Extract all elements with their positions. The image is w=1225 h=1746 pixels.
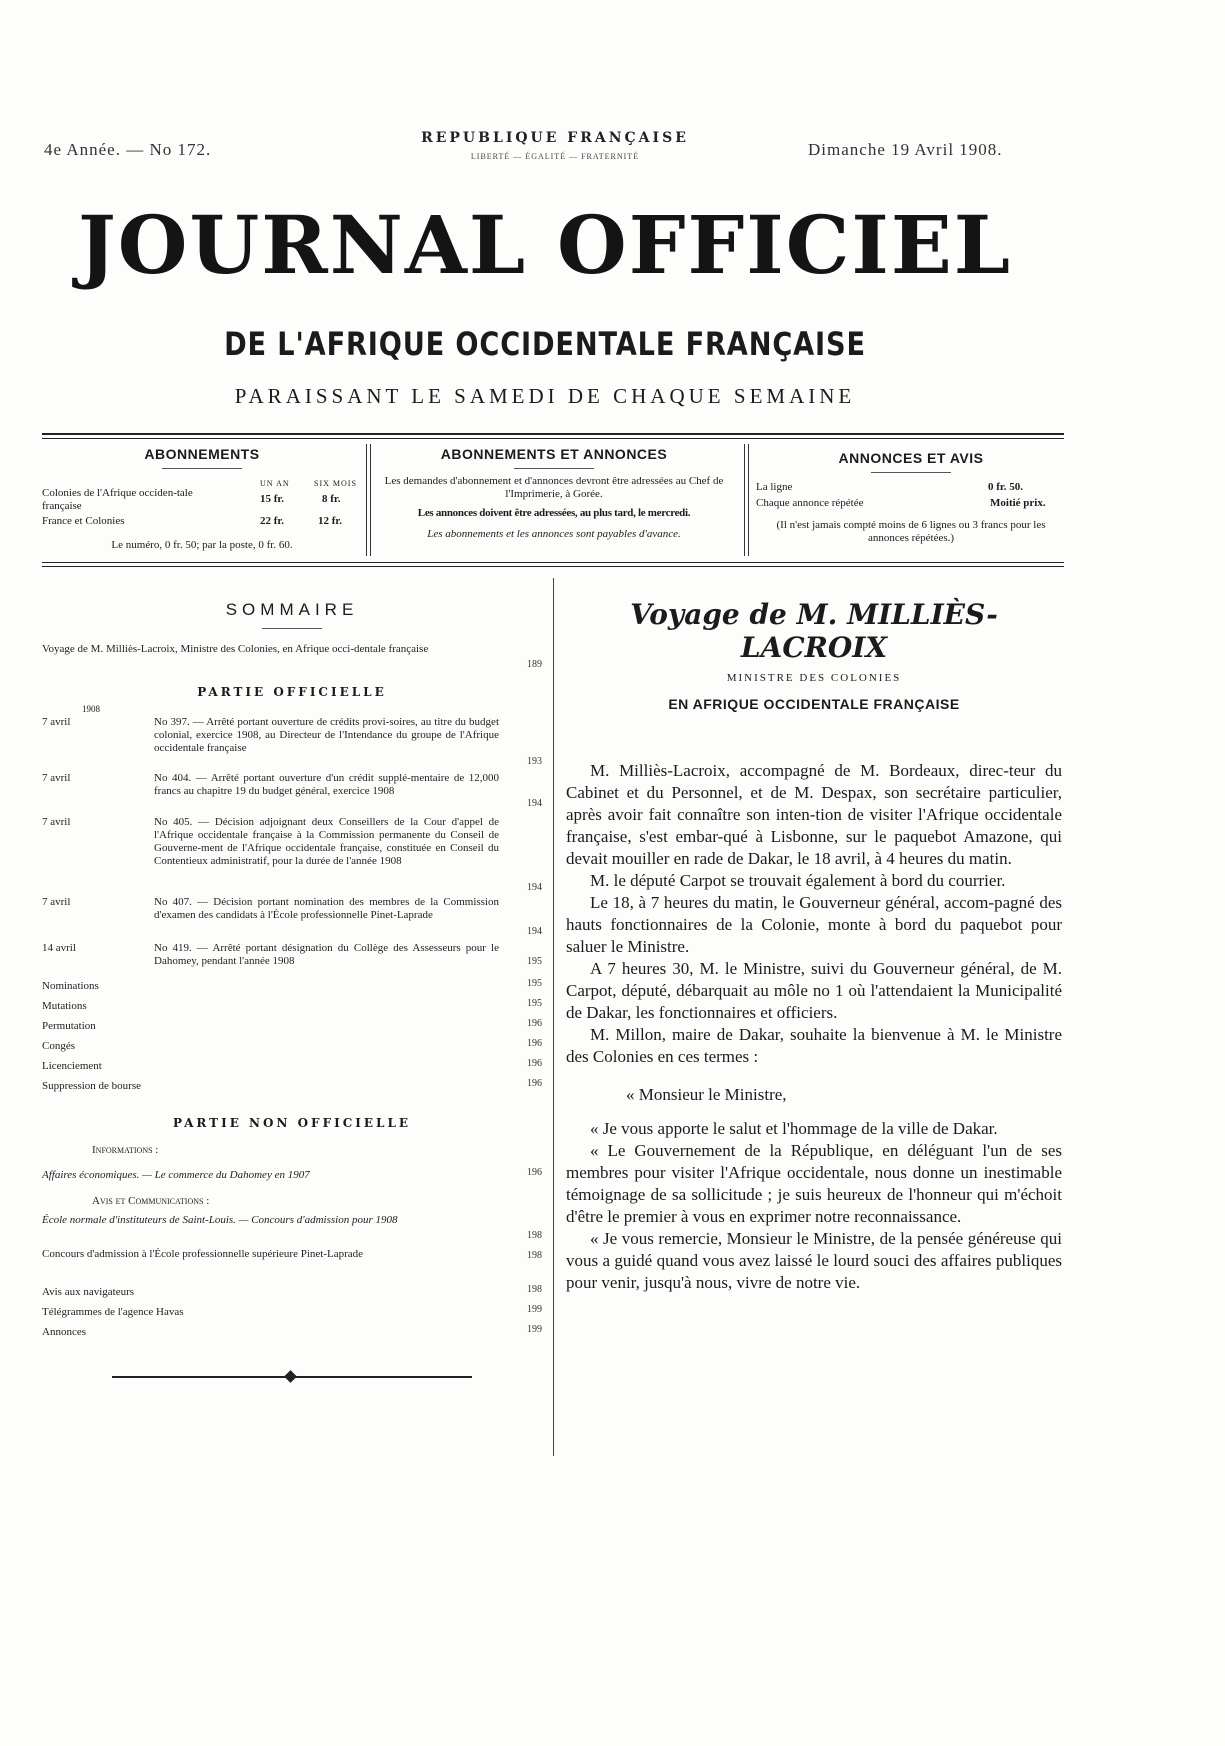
masthead-tagline: PARAISSANT LE SAMEDI DE CHAQUE SEMAINE [234, 384, 856, 408]
article-salutation: « Monsieur le Ministre, [626, 1085, 787, 1104]
sommaire-intro: Voyage de M. Milliès-Lacroix, Ministre des Colonies, en Afrique occi-dentale française [42, 643, 429, 655]
partie-officielle-heading: PARTIE OFFICIELLE [197, 685, 387, 699]
nonoff-row [42, 1302, 542, 1322]
article-paragraph: M. Milliès-Lacroix, accompagné de M. Bordeaux, direc-teur du Cabinet et du Personnel, et de M. Despax, son secrétaire particulier, après avoir fait connaître son inten-tion de visiter l'Afrique occidentale française, s'est embar-qué à Lisbonne, sur le paquebot Amazone, qui devait mouiller en rade de Dakar, le 18 avril, à 4 heures du matin. [566, 761, 1062, 868]
page-number: 198 [527, 1230, 542, 1241]
affaires-text: Affaires économiques. — Le commerce du Dahomey en 1907 [42, 1169, 310, 1181]
repetee-value: Moitié prix. [990, 497, 1046, 509]
abonnements-annonces-title: ABONNEMENTS ET ANNONCES [440, 446, 668, 462]
sommaire-entry [42, 772, 542, 816]
article-paragraph: M. Millon, maire de Dakar, souhaite la bienvenue à M. le Ministre des Colonies en ces termes : [566, 1025, 1062, 1066]
article-quote: « Je vous apporte le salut et l'hommage de la ville de Dakar. [590, 1119, 998, 1138]
ornament-diamond-icon [284, 1370, 297, 1383]
misc-text: Nominations [42, 980, 99, 992]
ligne-value: 0 fr. 50. [988, 481, 1024, 493]
top-double-rule [42, 433, 1064, 435]
misc-row [42, 1036, 542, 1056]
demandes-text: Les demandes d'abonnement et d'annonces devront être adressées au Chef de l'Imprimerie, à Gorée. [384, 475, 724, 500]
masthead-title: JOURNAL OFFICIEL [77, 198, 1013, 292]
article-section [566, 598, 1062, 1294]
sommaire-entry [42, 716, 542, 772]
annonces-note: (Il n'est jamais compté moins de 6 lignes ou 3 francs pour les annonces répétées.) [776, 519, 1046, 544]
misc-text: Mutations [42, 1000, 87, 1012]
misc-text: Permutation [42, 1020, 96, 1032]
sommaire-entry [42, 896, 542, 942]
misc-text: Congés [42, 1040, 75, 1052]
misc-row [42, 1016, 542, 1036]
annonces-avis-title: ANNONCES ET AVIS [838, 450, 984, 466]
page-number: 194 [527, 882, 542, 893]
page-number: 195 [527, 978, 542, 989]
page-number: 199 [527, 1324, 542, 1335]
misc-row [42, 1076, 542, 1096]
article-body [566, 760, 1062, 1294]
sommaire-misc [42, 976, 542, 1096]
entry-date: 14 avril [42, 942, 76, 954]
page-number: 195 [527, 998, 542, 1009]
ligne-label: La ligne [756, 481, 793, 493]
row-colonies-label: Colonies de l'Afrique occiden-tale française [42, 487, 193, 512]
delai-text: Les annonces doivent être adressées, au plus tard, le mercredi. [417, 507, 691, 519]
page-number: 199 [527, 1304, 542, 1315]
page-number: 198 [527, 1284, 542, 1295]
abonnements-annonces-box [378, 446, 730, 541]
entry-date: 7 avril [42, 716, 71, 728]
repetee-label: Chaque annonce répétée [756, 497, 864, 509]
box-rule [514, 468, 594, 469]
box-separator [366, 444, 371, 556]
article-title: Voyage de M. MILLIÈS-LACROIX [630, 598, 998, 664]
sommaire-entries [42, 716, 542, 976]
misc-row [42, 996, 542, 1016]
column-divider [553, 578, 554, 1456]
abonnements-box [42, 446, 362, 552]
page-number: 189 [527, 659, 542, 670]
box-rule [871, 472, 951, 473]
republique-label: REPUBLIQUE FRANÇAISE [421, 130, 689, 146]
top-double-rule-2 [42, 438, 1064, 439]
page-number: 194 [527, 926, 542, 937]
box-rule [162, 468, 242, 469]
article-quote: « Le Gouvernement de la République, en déléguant l'un de ses membres pour visiter l'Afrique occidentale, nous donne un inestimable témoignage de sa sollicitude ; je suis heureux de l'honneur qui m'échoit d'être le premier à vous en exprimer notre reconnaissance. [566, 1141, 1062, 1226]
sommaire-year: 1908 [82, 704, 100, 714]
box-separator [744, 444, 749, 556]
page-number: 195 [527, 956, 542, 967]
page-number: 193 [527, 756, 542, 767]
masthead-subtitle: DE L'AFRIQUE OCCIDENTALE FRANÇAISE [224, 325, 866, 363]
misc-text: Licenciement [42, 1060, 102, 1072]
page-number: 196 [527, 1058, 542, 1069]
nonoff-text: Concours d'admission à l'École professionnelle supérieure Pinet-Laprade [42, 1248, 364, 1260]
nonoff-row [42, 1322, 542, 1342]
article-paragraph: Le 18, à 7 heures du matin, le Gouverneur général, accom-pagné des hauts fonctionnaires de la Colonie, monte à bord du paquebot pour saluer le Ministre. [566, 893, 1062, 956]
nonoff-row [42, 1248, 542, 1282]
end-ornament [112, 1372, 472, 1382]
sommaire-title: SOMMAIRE [225, 600, 359, 619]
entry-date: 7 avril [42, 816, 71, 828]
devise-label: LIBERTÉ — ÉGALITÉ — FRATERNITÉ [470, 152, 640, 161]
entry-text: No 405. — Décision adjoignant deux Conseillers de la Cour d'appel de l'Afrique occidentale française à la Commission permanente du Conseil de Gouverne-ment de l'Afrique occidentale française, constituée en Conseil du Contentieux administratif, pour la durée de l'année 1908 [154, 816, 499, 867]
partie-non-officielle-heading: PARTIE NON OFFICIELLE [172, 1116, 412, 1130]
article-paragraph: M. le député Carpot se trouvait également à bord du courrier. [590, 871, 1006, 890]
page-number: 196 [527, 1078, 542, 1089]
row-colonies-six: 8 fr. [322, 493, 341, 505]
misc-text: Suppression de bourse [42, 1080, 141, 1092]
sommaire-entry [42, 816, 542, 896]
nonoff-text: Télégrammes de l'agence Havas [42, 1306, 184, 1318]
row-colonies-an: 15 fr. [260, 493, 285, 505]
sommaire-rule [262, 628, 322, 629]
article-paragraph: A 7 heures 30, M. le Ministre, suivi du Gouverneur général, de M. Carpot, député, débarquait au môle no 1 où l'attendaient la Municipalité de Dakar, les fonctionnaires et officiers. [566, 959, 1062, 1022]
col-six-mois: SIX MOIS [314, 479, 357, 488]
affaires-row [42, 1165, 542, 1187]
informations-label: Informations : [92, 1144, 159, 1156]
entry-text: No 397. — Arrêté portant ouverture de crédits provi-soires, au titre du budget colonial, exercice 1908, au Directeur de l'Intendance du groupe de l'Afrique occidentale française [154, 716, 499, 754]
issue-date: Dimanche 19 Avril 1908. [808, 140, 1003, 159]
row-france-label: France et Colonies [42, 515, 125, 527]
entry-text: No 407. — Décision portant nomination des membres de la Commission d'examen des candidats à l'École professionnelle Pinet-Laprade [154, 896, 499, 921]
sommaire-entry [42, 942, 542, 976]
page-number: 196 [527, 1038, 542, 1049]
annee-numero: 4e Année. — No 172. [44, 140, 212, 159]
annonces-avis-box [756, 450, 1066, 545]
entry-date: 7 avril [42, 772, 71, 784]
abonnements-title: ABONNEMENTS [144, 446, 260, 462]
row-france-six: 12 fr. [318, 515, 343, 527]
page-number: 198 [527, 1250, 542, 1261]
misc-row [42, 976, 542, 996]
nonoff-text: École normale d'instituteurs de Saint-Louis. — Concours d'admission pour 1908 [42, 1214, 398, 1226]
entry-date: 7 avril [42, 896, 71, 908]
row-france-an: 22 fr. [260, 515, 285, 527]
nonoff-row [42, 1214, 542, 1248]
boxes-bottom-rule-2 [42, 566, 1064, 567]
sommaire-section [42, 600, 542, 1382]
nonoff-text: Annonces [42, 1326, 86, 1338]
entry-text: No 404. — Arrêté portant ouverture d'un crédit supplé-mentaire de 12,000 francs au chapitre 19 du budget général, exercice 1908 [154, 772, 499, 797]
page-number: 196 [527, 1018, 542, 1029]
boxes-bottom-rule [42, 562, 1064, 563]
numero-price: Le numéro, 0 fr. 50; par la poste, 0 fr. 60. [111, 539, 293, 551]
article-subtitle-1: MINISTRE DES COLONIES [726, 672, 902, 684]
article-quote: « Je vous remercie, Monsieur le Ministre, de la pensée généreuse qui vous a guidé quand vous avez laissé le lourd souci des affaires publiques pour venir, jusqu'à nous, vivre de notre vie. [566, 1229, 1062, 1292]
avis-label: Avis et Communications : [92, 1195, 210, 1207]
col-un-an: UN AN [260, 479, 290, 488]
nonoff-row [42, 1282, 542, 1302]
nonoff-text: Avis aux navigateurs [42, 1286, 135, 1298]
misc-row [42, 1056, 542, 1076]
page-number: 194 [527, 798, 542, 809]
entry-text: No 419. — Arrêté portant désignation du Collège des Assesseurs pour le Dahomey, pendant l'année 1908 [154, 942, 499, 967]
page-number: 196 [527, 1167, 542, 1178]
article-subtitle-2: EN AFRIQUE OCCIDENTALE FRANÇAISE [668, 696, 960, 712]
payables-text: Les abonnements et les annonces sont payables d'avance. [427, 528, 681, 540]
